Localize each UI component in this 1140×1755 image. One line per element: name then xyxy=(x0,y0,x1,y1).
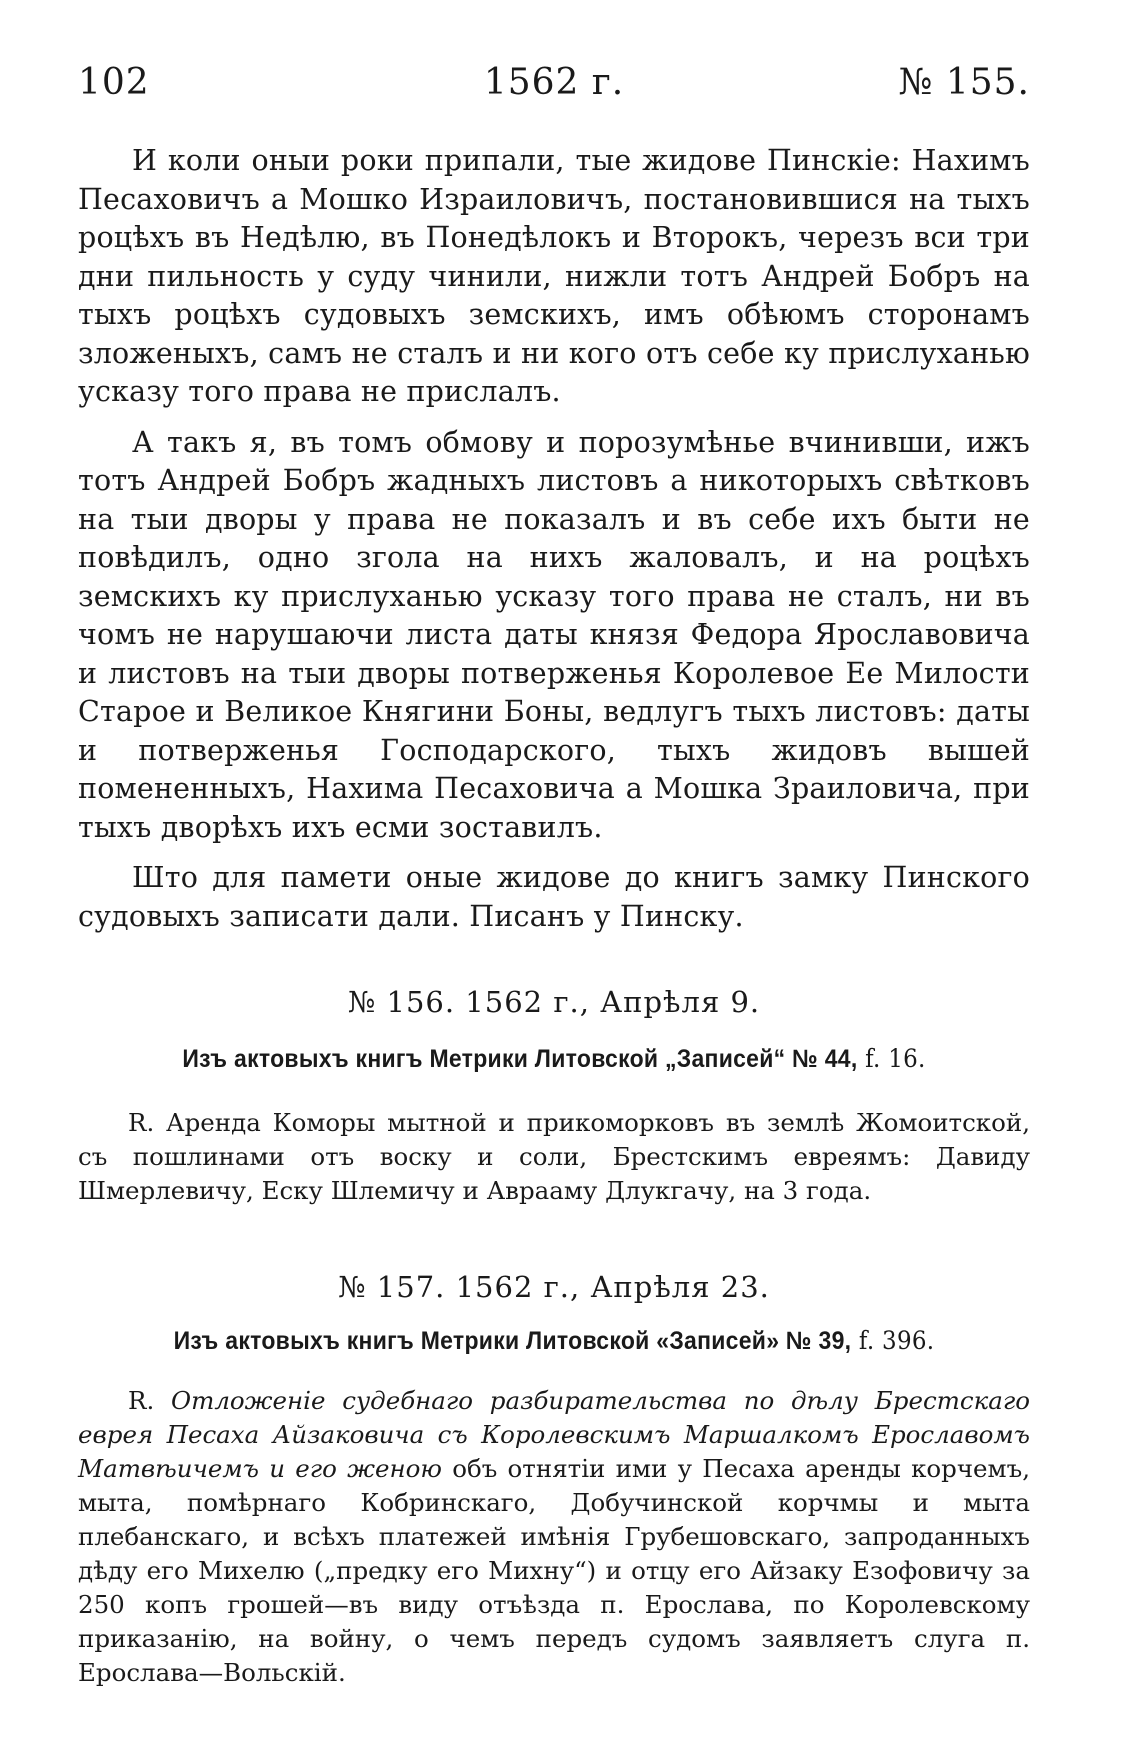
header-document-number: № 155. xyxy=(898,62,1030,103)
entry-157-summary xyxy=(78,1384,1030,1690)
entry-folio: f. 16. xyxy=(857,1044,926,1073)
entry-source-text: Изъ актовыхъ книгъ Метрики Литовской „Записей“ № 44, xyxy=(182,1045,858,1073)
entry-source-text: Изъ актовыхъ книгъ Метрики Литовской «Записей» № 39, xyxy=(173,1327,852,1355)
entry-folio: f. 396. xyxy=(851,1326,935,1355)
entry-156-source xyxy=(116,1044,992,1074)
body-paragraph: Што для памети оные жидове до книгъ замку Пинского судовыхъ записати дали. Писанъ у Пинску. xyxy=(78,861,1030,933)
entry-156-title: № 156. 1562 г., Апрѣля 9. xyxy=(347,985,761,1019)
page-number: 102 xyxy=(78,62,150,103)
summary-italic: Отложеніе судебнаго разбирательства по дѣлу Брестскаго еврея Песаха Айзаковича съ Королевскимъ Маршалкомъ Ерославомъ Матвѣичемъ и его женою xyxy=(78,1386,1030,1483)
body-paragraph: А такъ я, въ томъ обмову и порозумѣнье вчинивши, ижъ тотъ Андрей Бобръ жадныхъ листовъ а никоторыхъ свѣтковъ на тыи дворы у права не показалъ и въ себе ихъ быти не повѣдилъ, одно згола на нихъ жаловалъ, и на роцѣхъ земскихъ ку прислуханью усказу того права не сталъ, ни въ чомъ не нарушаючи листа даты князя Федора Ярославовича и листовъ на тыи дворы потверженья Королевое Ее Милости Старое и Великое Княгини Боны, ведлугъ тыхъ листовъ: даты и потверженья Господарского, тыхъ жидовъ вышей помененныхъ, Нахима Песаховича а Мошка Зраиловича, при тыхъ дворѣхъ ихъ есми зоставилъ. xyxy=(78,425,1030,844)
document-155-body xyxy=(78,142,1030,948)
entry-157-source xyxy=(116,1326,992,1356)
header-year: 1562 г. xyxy=(483,62,625,103)
entry-156-summary: R. Аренда Коморы мытной и прикоморковъ въ землѣ Жомоитской, съ пошлинами отъ воску и соли, Брестскимъ евреямъ: Давиду Шмерлевичу, Еску Шлемичу и Аврааму Длукгачу, на 3 года. xyxy=(78,1108,1030,1205)
body-paragraph: И коли оныи роки припали, тые жидове Пинскіе: Нахимъ Песаховичъ а Мошко Израиловичъ, постановившися на тыхъ роцѣхъ въ Недѣлю, въ Понедѣлокъ и Второкъ, черезъ вси три дни пильность у суду чинили, нижли тотъ Андрей Бобръ на тыхъ роцѣхъ судовыхъ земскихъ, имъ обѣюмъ сторонамъ зложеныхъ, самъ не сталъ и ни кого отъ себе ку прислуханью усказу того права не прислалъ. xyxy=(78,144,1030,408)
page-header xyxy=(78,62,1030,112)
summary-rest: объ отнятіи ими у Песаха аренды корчемъ, мыта, помѣрнаго Кобринскаго, Добучинской корчмы и мыта плебанскаго, и всѣхъ платежей имѣнія Грубешовскаго, запроданныхъ дѣду его Михелю („предку его Михну“) и отцу его Айзаку Езофовичу за 250 копъ грошей—въ виду отъѣзда п. Ерослава, по Королевскому приказанію, на войну, о чемъ передъ судомъ заявляетъ слуга п. Ерослава—Вольскій. xyxy=(78,1454,1030,1687)
summary-lead: R. xyxy=(128,1386,171,1415)
entry-157-title: № 157. 1562 г., Апрѣля 23. xyxy=(338,1270,770,1304)
